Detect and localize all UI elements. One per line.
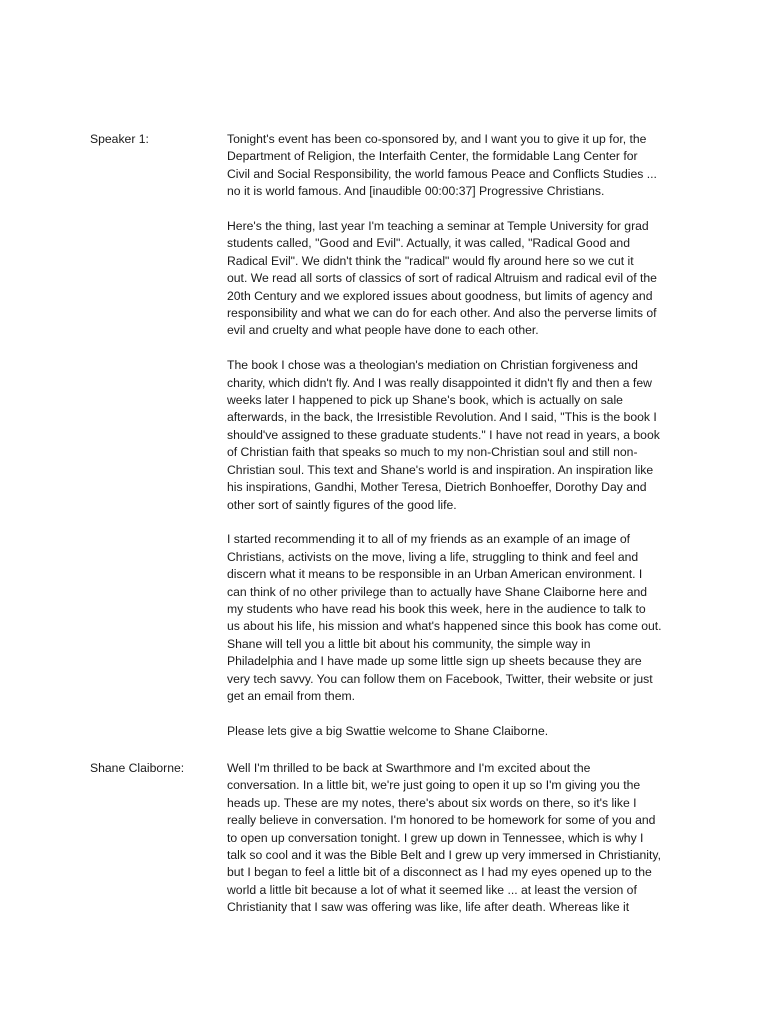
text-line: his inspirations, Gandhi, Mother Teresa, Dietrich Bonhoeffer, Dorothy Day and bbox=[227, 480, 647, 495]
text-line: heads up. These are my notes, there's about six words on there, so it's like I bbox=[227, 795, 637, 810]
text-line: afterwards, in the back, the Irresistible Revolution. And I said, "This is the book I bbox=[227, 410, 657, 425]
text-line: The book I chose was a theologian's mediation on Christian forgiveness and bbox=[227, 358, 638, 373]
text-line: Tonight's event has been co-sponsored by, and I want you to give it up for, the bbox=[227, 132, 647, 146]
text-line: Shane will tell you a little bit about his community, the simple way in bbox=[227, 636, 591, 651]
text-line: Civil and Social Responsibility, the world famous Peace and Conflicts Studies ... bbox=[227, 166, 657, 181]
speaker-label: Shane Claiborne: bbox=[90, 761, 185, 775]
text-line: out. We read all sorts of classics of sort of radical Altruism and radical evil of the bbox=[227, 271, 657, 286]
text-line: Christianity that I saw was offering was like, life after death. Whereas like it bbox=[227, 900, 630, 915]
text-line: but I began to feel a little bit of a disconnect as I had my eyes opened up to the bbox=[227, 865, 652, 880]
text-line: world a little bit because a lot of what it seemed like ... at least the version of bbox=[227, 882, 637, 897]
text-line: very tech savvy. You can follow them on Facebook, Twitter, their website or just bbox=[227, 671, 653, 686]
text-line: to open up conversation tonight. I grew up down in Tennessee, which is why I bbox=[227, 830, 644, 845]
paragraph bbox=[227, 760, 682, 917]
text-line: get an email from them. bbox=[227, 688, 356, 703]
text-line: really believe in conversation. I'm honored to be homework for some of you and bbox=[227, 813, 656, 828]
speaker-label: Speaker 1: bbox=[90, 132, 149, 146]
text-line: should've assigned to these graduate students." I have not read in years, a book bbox=[227, 427, 660, 442]
text-line: of Christian faith that speaks so much to my non-Christian soul and still non- bbox=[227, 445, 638, 460]
text-line: Christian soul. This text and Shane's world is and inspiration. An inspiration like bbox=[227, 462, 654, 477]
paragraph bbox=[227, 723, 682, 740]
paragraph bbox=[227, 531, 682, 705]
text-line: 20th Century and we explored issues about goodness, but limits of agency and bbox=[227, 288, 653, 303]
text-line: I started recommending it to all of my friends as an example of an image of bbox=[227, 532, 631, 547]
text-line: conversation. In a little bit, we're just going to open it up so I'm giving you the bbox=[227, 778, 641, 793]
text-line: Philadelphia and I have made up some little sign up sheets because they are bbox=[227, 654, 642, 669]
text-line: students called, "Good and Evil". Actually, it was called, "Radical Good and bbox=[227, 236, 630, 251]
text-line: discern what it means to be responsible in an Urban American environment. I bbox=[227, 567, 643, 582]
text-line: evil and cruelty and what people have done to each other. bbox=[227, 323, 539, 338]
text-line: Well I'm thrilled to be back at Swarthmore and I'm excited about the bbox=[227, 761, 591, 775]
speech-text bbox=[227, 760, 682, 934]
paragraph bbox=[227, 357, 682, 514]
text-line: my students who have read his book this week, here in the audience to talk to bbox=[227, 601, 646, 616]
text-line: can think of no other privilege than to actually have Shane Claiborne here and bbox=[227, 584, 648, 599]
text-line: us about his life, his mission and what's happened since this book has come out. bbox=[227, 619, 662, 634]
text-line: weeks later I happened to pick up Shane's book, which is actually on sale bbox=[227, 393, 623, 408]
speech-text bbox=[227, 131, 682, 758]
text-line: charity, which didn't fly. And I was really disappointed it didn't fly and then a few bbox=[227, 375, 652, 390]
paragraph bbox=[227, 131, 682, 201]
text-line: Radical Evil". We didn't think the "radical" would fly around here so we cut it bbox=[227, 253, 634, 268]
text-line: Christians, activists on the move, living a life, struggling to think and feel and bbox=[227, 549, 639, 564]
text-line: Here's the thing, last year I'm teaching a seminar at Temple University for grad bbox=[227, 219, 649, 234]
text-line: Department of Religion, the Interfaith Center, the formidable Lang Center for bbox=[227, 149, 638, 164]
text-line: responsibility and what we can do for each other. And also the perverse limits of bbox=[227, 306, 657, 321]
paragraph bbox=[227, 218, 682, 340]
text-line: talk so cool and it was the Bible Belt and I grew up very immersed in Christianity, bbox=[227, 848, 661, 863]
text-line: Please lets give a big Swattie welcome to Shane Claiborne. bbox=[227, 723, 549, 738]
text-line: other sort of saintly figures of the good life. bbox=[227, 497, 457, 512]
text-line: no it is world famous. And [inaudible 00:00:37] Progressive Christians. bbox=[227, 184, 605, 199]
